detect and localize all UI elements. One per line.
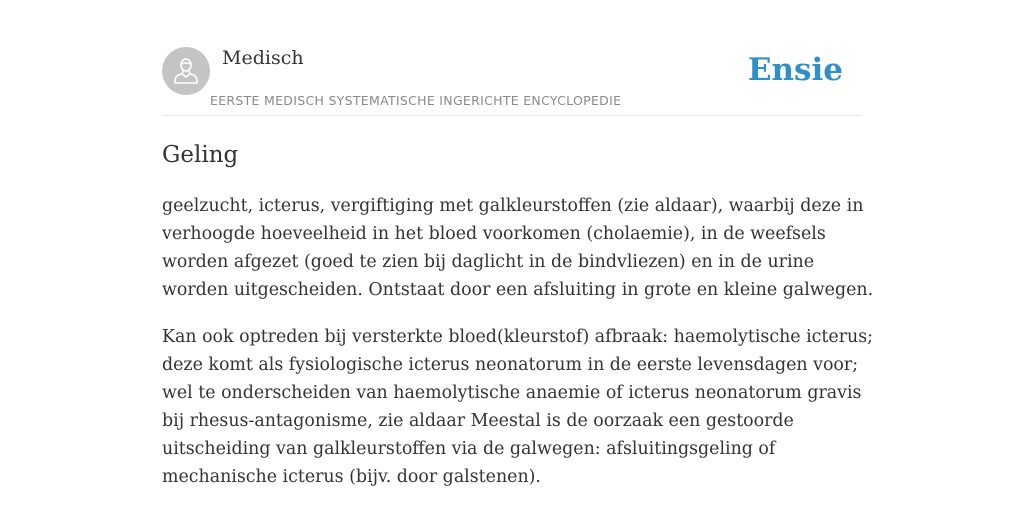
ensie-logo[interactable]: Ensie [747, 52, 843, 88]
text-line: Kan ook optreden bij versterkte bloed(kleurstof) afbraak: haemolytische icterus; [162, 327, 873, 347]
paragraph [162, 192, 874, 304]
text-line: geelzucht, icterus, vergiftiging met galkleurstoffen (zie aldaar), waarbij deze in [162, 196, 864, 216]
text-line: mechanische icterus (bijv. door galstenen). [162, 467, 541, 487]
user-icon [162, 47, 210, 95]
text-line: wel te onderscheiden van haemolytische anaemie of icterus neonatorum gravis [162, 383, 862, 403]
avatar[interactable] [162, 47, 210, 95]
text-line: deze komt als fysiologische icterus neonatorum in de eerste levensdagen voor; [162, 355, 859, 375]
text-line: bij rhesus-antagonisme, zie aldaar Meestal is de oorzaak een gestoorde [162, 411, 794, 431]
page-title: Geling [162, 142, 239, 168]
text-line: worden uitgescheiden. Ontstaat door een afsluiting in grote en kleine galwegen. [162, 280, 874, 300]
text-line: worden afgezet (goed te zien bij daglicht in de bindvliezen) en in de urine [162, 252, 815, 272]
text-line: verhoogde hoeveelheid in het bloed voorkomen (cholaemie), in de weefsels [162, 224, 826, 244]
paragraph [162, 323, 873, 491]
article-body [162, 192, 874, 510]
header [162, 0, 862, 116]
text-line: uitscheiding van galkleurstoffen via de galwegen: afsluitingsgeling of [162, 439, 776, 459]
source-subtitle: EERSTE MEDISCH SYSTEMATISCHE INGERICHTE ENCYCLOPEDIE [210, 93, 622, 108]
source-name[interactable]: Medisch [222, 47, 304, 69]
